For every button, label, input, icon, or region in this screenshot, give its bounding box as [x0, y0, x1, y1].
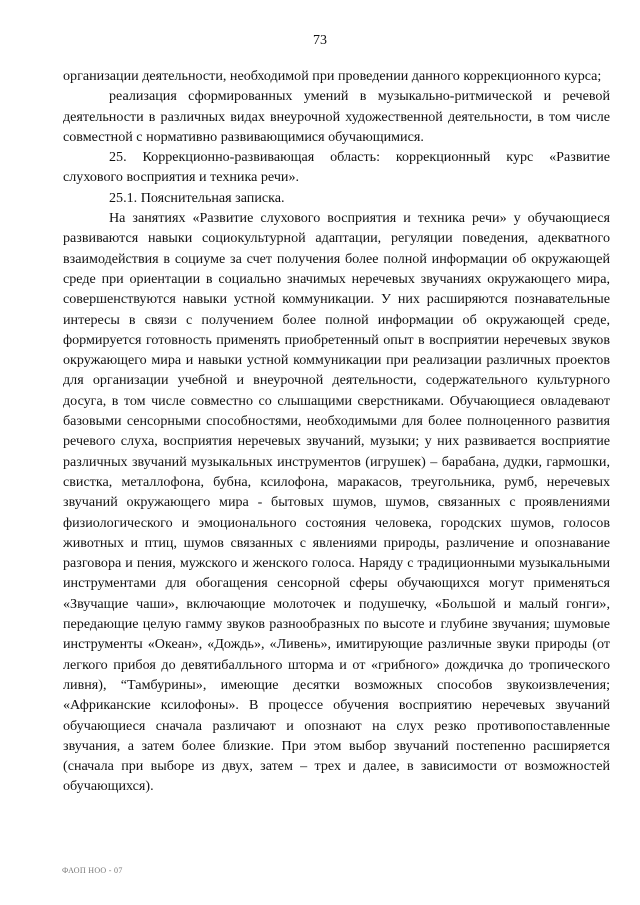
- paragraph-continuation: организации деятельности, необходимой при проведении данного коррекционного курса;: [63, 68, 602, 84]
- section-heading-25: 25. Коррекционно-развивающая область: коррекционный курс «Развитие слухового восприятия и техника речи».: [63, 149, 610, 186]
- paragraph-explanatory-note: На занятиях «Развитие слухового восприятия и техника речи» у обучающиеся развиваются навыки социокультурной адаптации, регуляции поведения, адекватного взаимодействия в социуме за счет получения более полной информации об окружающей среде при ориентации в социально значимых неречевых звучаниях окружающего мира, совершенствуются навыки устной коммуникации. У них расширяются познавательные интересы в связи с получением более полной информации об окружающей среде, формируется готовность применять приобретенный опыт в восприятии неречевых звуков окружающего мира и навыки устной коммуникации при реализации различных проектов для организации учебной и внеурочной деятельности, содержательного культурного досуга, в том числе совместно со слышащими сверстниками. Обучающиеся овладевают базовыми сенсорными способностями, необходимыми для более полноценного развития речевого слуха, восприятия неречевых звучаний, музыки; у них развивается восприятие различных звучаний музыкальных инструментов (игрушек) – барабана, дудки, гармошки, свистка, металлофона, бубна, ксилофона, маракасов, треугольника, румб, неречевых звучаний окружающего мира - бытовых шумов, шумов, связанных с проявлениями физиологического и эмоционального состояния человека, городских шумов, голосов животных и птиц, шумов связанных с явлениями природы, различение и опознавание разговора и пения, мужского и женского голоса. Наряду с традиционными музыкальными инструментами для обогащения сенсорной сферы обучающихся могут применяться «Звучащие чаши», включающие молоточек и подушечку, «Большой и малый гонги», передающие целую гамму звуков разнообразных по высоте и глубине звучания; шумовые инструменты «Океан», «Дождь», «Ливень», имитирующие различные звуки природы (от легкого прибоя до девятибалльного шторма и от «грибного» дождичка до тропического ливня), “Тамбурины», имеющие десятки возможных способов звукоизвлечения; «Африканские ксилофоны». В процессе обучения восприятию неречевых звучаний обучающиеся сначала различают и опознают на слух резко противопоставленные звучания, а затем более близкие. При этом выбор звучаний постепенно расширяется (сначала при выборе из двух, затем – трех и далее, в зависимости от возможностей обучающихся).: [63, 210, 610, 795]
- paragraph-implementation: реализация сформированных умений в музыкально-ритмической и речевой деятельности в различных видах внеурочной художественной деятельности, в том числе совместной с нормативно развивающимися обучающимися.: [63, 88, 610, 145]
- page-body: [63, 66, 610, 797]
- page-number: 73: [313, 33, 327, 48]
- footer-mark: ФАОП НОО - 07: [62, 866, 123, 875]
- subsection-heading-25-1: 25.1. Пояснительная записка.: [109, 189, 285, 206]
